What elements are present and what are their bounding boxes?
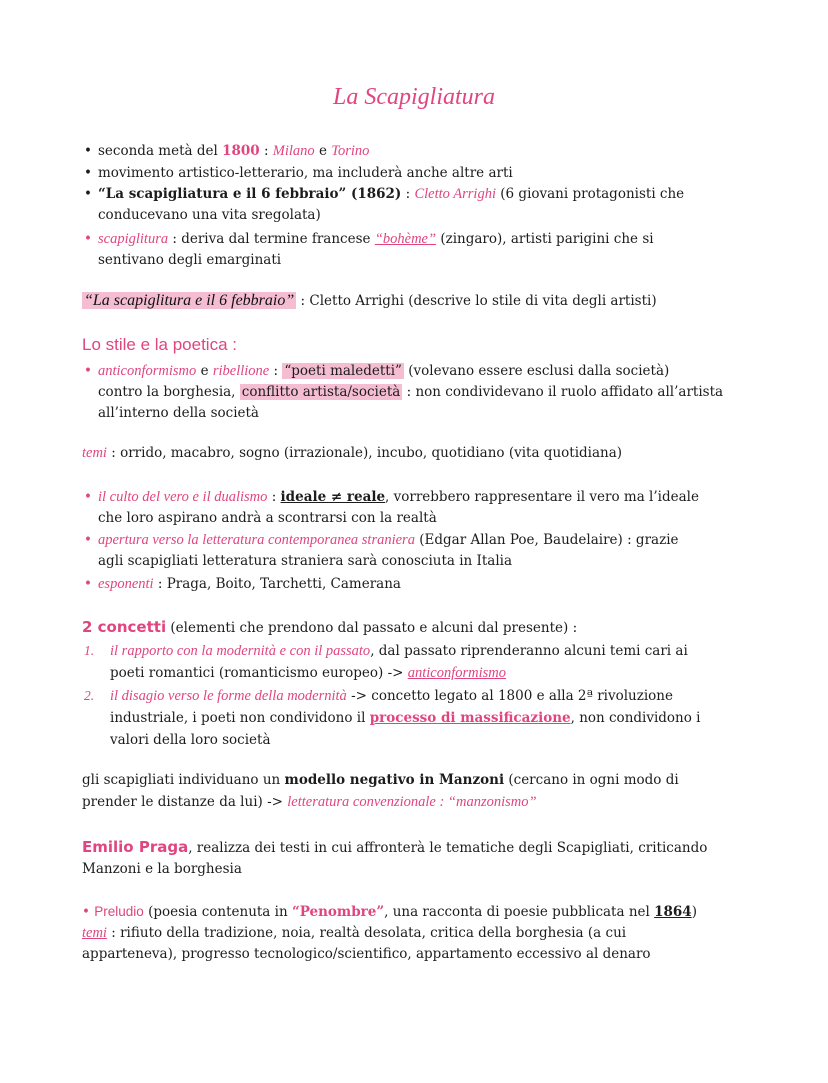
praga-line-1: Emilio Praga, realizza dei testi in cui affronterà le tematiche degli Scapigliati, criticando — [82, 838, 708, 856]
stile-bullet-1-line-2: contro la borghesia, conflitto artista/società : non condividevano il ruolo affidato all’artista — [98, 384, 724, 400]
preludio-line-3: apparteneva), progresso tecnologico/scientifico, appartamento eccessivo al denaro — [82, 946, 651, 962]
concetto-2-line-3: valori della loro società — [110, 732, 271, 748]
stile-bullet-3-line-2: agli scapigliati letteratura straniera sarà conosciuta in Italia — [98, 553, 513, 569]
concetto-2: 2. il disagio verso le forme della modernità -> concetto legato al 1800 e alla 2ª rivoluzione — [84, 688, 673, 704]
concetto-1: 1. il rapporto con la modernità e con il passato, dal passato riprenderanno alcuni temi cari ai — [84, 643, 688, 659]
stile-bullet-4: • esponenti : Praga, Boito, Tarchetti, Camerana — [84, 576, 401, 592]
page-title: La Scapigliatura — [332, 84, 495, 110]
stile-bullet-2-line-2: che loro aspirano andrà a scontrarsi con la realtà — [98, 510, 437, 526]
temi-line: temi : orrido, macabro, sogno (irrazionale), incubo, quotidiano (vita quotidiana) — [82, 445, 623, 461]
praga-line-2: Manzoni e la borghesia — [82, 861, 242, 877]
quote-line: “La scapiglitura e il 6 febbraio” : Cletto Arrighi (descrive lo stile di vita degli artisti) — [84, 292, 657, 309]
stile-bullet-2: • il culto del vero e il dualismo : ideale ≠ reale, vorrebbero rappresentare il vero ma l’ideale — [84, 489, 699, 505]
stile-bullet-1: • anticonformismo e ribellione : “poeti maledetti” (volevano essere esclusi dalla società) — [84, 363, 670, 379]
manzoni-line-2: prender le distanze da lui) -> letteratura convenzionale : “manzonismo” — [82, 794, 537, 810]
concetto-1-line-2: poeti romantici (romanticismo europeo) -> anticonformismo — [110, 665, 507, 681]
section-heading-stile: Lo stile e la poetica : — [82, 335, 237, 354]
stile-bullet-3: • apertura verso la letteratura contemporanea straniera (Edgar Allan Poe, Baudelaire) : grazie — [84, 532, 679, 548]
intro-line-4: conducevano una vita sregolata) — [98, 207, 321, 223]
manzoni-line-1: gli scapigliati individuano un modello negativo in Manzoni (cercano in ogni modo di — [82, 772, 679, 788]
intro-line-2: • movimento artistico-letterario, ma includerà anche altre arti — [84, 165, 513, 181]
preludio-line-1: • Preludio (poesia contenuta in “Penombre”, una racconta di poesie pubblicata nel 1864) — [82, 904, 697, 920]
preludio-line-2: temi : rifiuto della tradizione, noia, realtà desolata, critica della borghesia (a cui — [82, 925, 627, 941]
intro-line-1: • seconda metà del 1800 : Milano e Torino — [84, 143, 370, 159]
intro-line-5: • scapiglitura : deriva dal termine francese “bohème” (zingaro), artisti parigini che si — [84, 231, 654, 247]
intro-line-3: • “La scapigliatura e il 6 febbraio” (1862) : Cletto Arrighi (6 giovani protagonisti che — [84, 186, 685, 202]
concetto-2-line-2: industriale, i poeti non condividono il processo di massificazione, non condividono i — [110, 710, 701, 726]
section-heading-concetti: 2 concetti (elementi che prendono dal passato e alcuni dal presente) : — [82, 618, 578, 636]
intro-line-6: sentivano degli emarginati — [98, 252, 282, 268]
stile-bullet-1-line-3: all’interno della società — [98, 405, 259, 421]
quote-highlight: “La scapiglitura e il 6 febbraio” — [84, 292, 295, 309]
